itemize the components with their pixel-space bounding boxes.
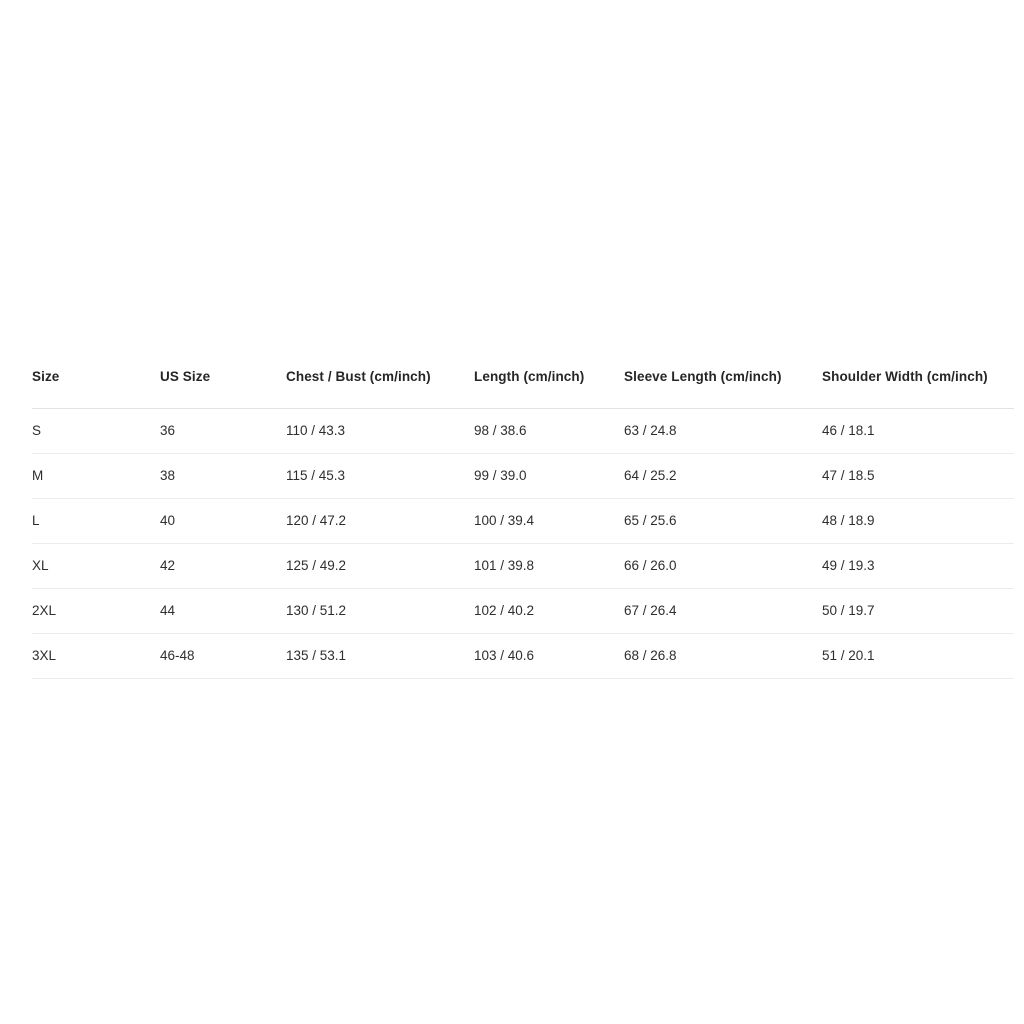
cell-shoulder-width: 49 / 19.3 bbox=[822, 544, 1014, 589]
cell-chest-bust: 110 / 43.3 bbox=[286, 409, 474, 454]
cell-size: XL bbox=[32, 544, 160, 589]
cell-chest-bust: 135 / 53.1 bbox=[286, 634, 474, 679]
column-header-us-size: US Size bbox=[160, 358, 286, 409]
cell-us-size: 44 bbox=[160, 589, 286, 634]
table-row bbox=[32, 454, 1014, 499]
table-body bbox=[32, 409, 1014, 679]
cell-sleeve-length: 68 / 26.8 bbox=[624, 634, 822, 679]
size-chart-table bbox=[32, 358, 1014, 679]
cell-shoulder-width: 46 / 18.1 bbox=[822, 409, 1014, 454]
cell-sleeve-length: 65 / 25.6 bbox=[624, 499, 822, 544]
table-row bbox=[32, 409, 1014, 454]
cell-size: S bbox=[32, 409, 160, 454]
cell-sleeve-length: 63 / 24.8 bbox=[624, 409, 822, 454]
cell-shoulder-width: 51 / 20.1 bbox=[822, 634, 1014, 679]
cell-us-size: 46-48 bbox=[160, 634, 286, 679]
column-header-shoulder-width: Shoulder Width (cm/inch) bbox=[822, 358, 1014, 409]
cell-chest-bust: 125 / 49.2 bbox=[286, 544, 474, 589]
cell-us-size: 40 bbox=[160, 499, 286, 544]
table-row bbox=[32, 634, 1014, 679]
column-header-length: Length (cm/inch) bbox=[474, 358, 624, 409]
cell-shoulder-width: 48 / 18.9 bbox=[822, 499, 1014, 544]
table-row bbox=[32, 589, 1014, 634]
column-header-sleeve-length: Sleeve Length (cm/inch) bbox=[624, 358, 822, 409]
size-chart bbox=[32, 358, 1014, 679]
cell-us-size: 38 bbox=[160, 454, 286, 499]
cell-length: 98 / 38.6 bbox=[474, 409, 624, 454]
cell-size: M bbox=[32, 454, 160, 499]
cell-length: 102 / 40.2 bbox=[474, 589, 624, 634]
cell-chest-bust: 120 / 47.2 bbox=[286, 499, 474, 544]
cell-sleeve-length: 64 / 25.2 bbox=[624, 454, 822, 499]
column-header-chest-bust: Chest / Bust (cm/inch) bbox=[286, 358, 474, 409]
table-row bbox=[32, 499, 1014, 544]
cell-us-size: 36 bbox=[160, 409, 286, 454]
table-header-row bbox=[32, 358, 1014, 409]
cell-size: 3XL bbox=[32, 634, 160, 679]
cell-size: 2XL bbox=[32, 589, 160, 634]
cell-chest-bust: 115 / 45.3 bbox=[286, 454, 474, 499]
cell-sleeve-length: 67 / 26.4 bbox=[624, 589, 822, 634]
cell-length: 101 / 39.8 bbox=[474, 544, 624, 589]
cell-chest-bust: 130 / 51.2 bbox=[286, 589, 474, 634]
cell-us-size: 42 bbox=[160, 544, 286, 589]
cell-length: 103 / 40.6 bbox=[474, 634, 624, 679]
table-row bbox=[32, 544, 1014, 589]
table-header bbox=[32, 358, 1014, 409]
cell-shoulder-width: 47 / 18.5 bbox=[822, 454, 1014, 499]
cell-length: 99 / 39.0 bbox=[474, 454, 624, 499]
cell-sleeve-length: 66 / 26.0 bbox=[624, 544, 822, 589]
column-header-size: Size bbox=[32, 358, 160, 409]
cell-shoulder-width: 50 / 19.7 bbox=[822, 589, 1014, 634]
cell-length: 100 / 39.4 bbox=[474, 499, 624, 544]
cell-size: L bbox=[32, 499, 160, 544]
